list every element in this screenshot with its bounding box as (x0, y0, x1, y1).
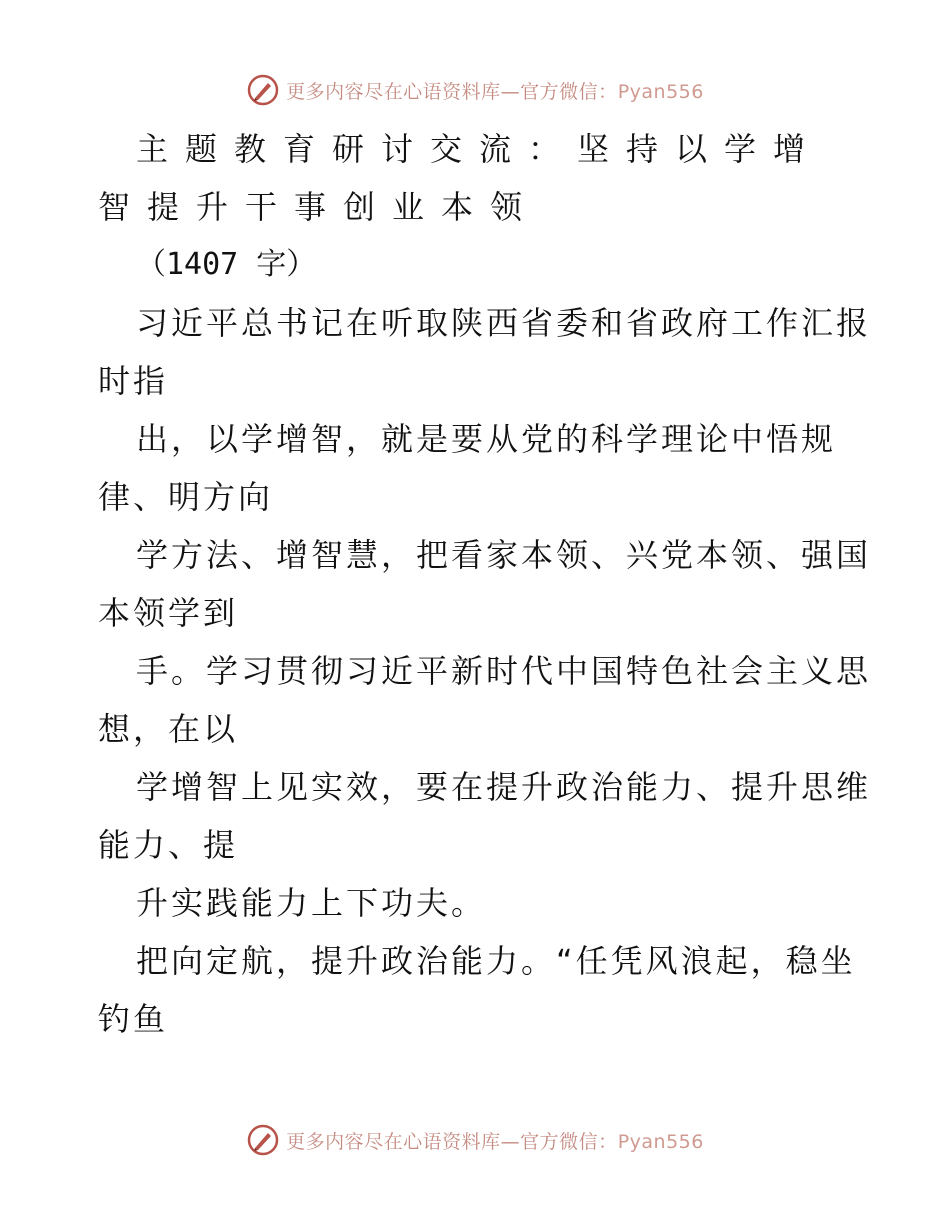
banner-dash: — (500, 80, 521, 103)
document-body (98, 120, 872, 1048)
paragraph-line: 本领学到 (98, 594, 239, 632)
banner-dash: — (500, 1130, 521, 1153)
paragraph-line: 学方法、增智慧，把看家本领、兴党本领、强国 (136, 536, 872, 574)
pen-logo-icon (246, 1123, 280, 1157)
paragraph-line: 时指 (98, 362, 169, 400)
paragraph (98, 874, 858, 932)
paragraph-line: 学增智上见实效，要在提升政治能力、提升思维 (136, 768, 872, 806)
paragraph (98, 410, 858, 526)
banner-wechat-label: 官方微信： (520, 1130, 618, 1153)
paragraph-line: 手。学习贯彻习近平新时代中国特色社会主义思 (136, 652, 872, 690)
paragraph-line: 习近平总书记在听取陕西省委和省政府工作汇报 (136, 304, 872, 342)
paragraph-line: 能力、提 (98, 826, 239, 864)
paragraph (98, 932, 858, 1048)
paragraph (98, 758, 872, 874)
paragraph (98, 642, 872, 758)
paragraph-line: 升实践能力上下功夫。 (136, 884, 487, 922)
paragraph-line: 出，以学增智，就是要从党的科学理论中悟规 (136, 420, 837, 458)
title-line-2: 智提升干事创业本领 (98, 188, 540, 226)
banner-text (286, 77, 704, 104)
paragraph-line: 想，在以 (98, 710, 239, 748)
banner-site-name: 更多内容尽在心语资料库 (286, 80, 501, 103)
header-banner (0, 70, 950, 110)
paragraph-line: 律、明方向 (98, 478, 274, 516)
banner-wechat-label: 官方微信： (520, 80, 618, 103)
document-title (98, 120, 858, 236)
banner-site-name: 更多内容尽在心语资料库 (286, 1130, 501, 1153)
paragraph (98, 526, 872, 642)
pen-logo-icon (246, 73, 280, 107)
banner-wechat-id: Pyan556 (617, 80, 704, 103)
footer-banner-text (286, 1127, 704, 1154)
paragraph-line: 把向定航，提升政治能力。“任凭风浪起，稳坐 (136, 942, 856, 980)
title-line-1: 主题教育研讨交流：坚持以学增 (136, 130, 823, 168)
paragraph-line: 钓鱼 (98, 1000, 169, 1038)
word-count: （1407 字） (136, 247, 317, 282)
footer-banner (0, 1120, 950, 1160)
paragraph (98, 294, 872, 410)
banner-wechat-id: Pyan556 (617, 1130, 704, 1153)
